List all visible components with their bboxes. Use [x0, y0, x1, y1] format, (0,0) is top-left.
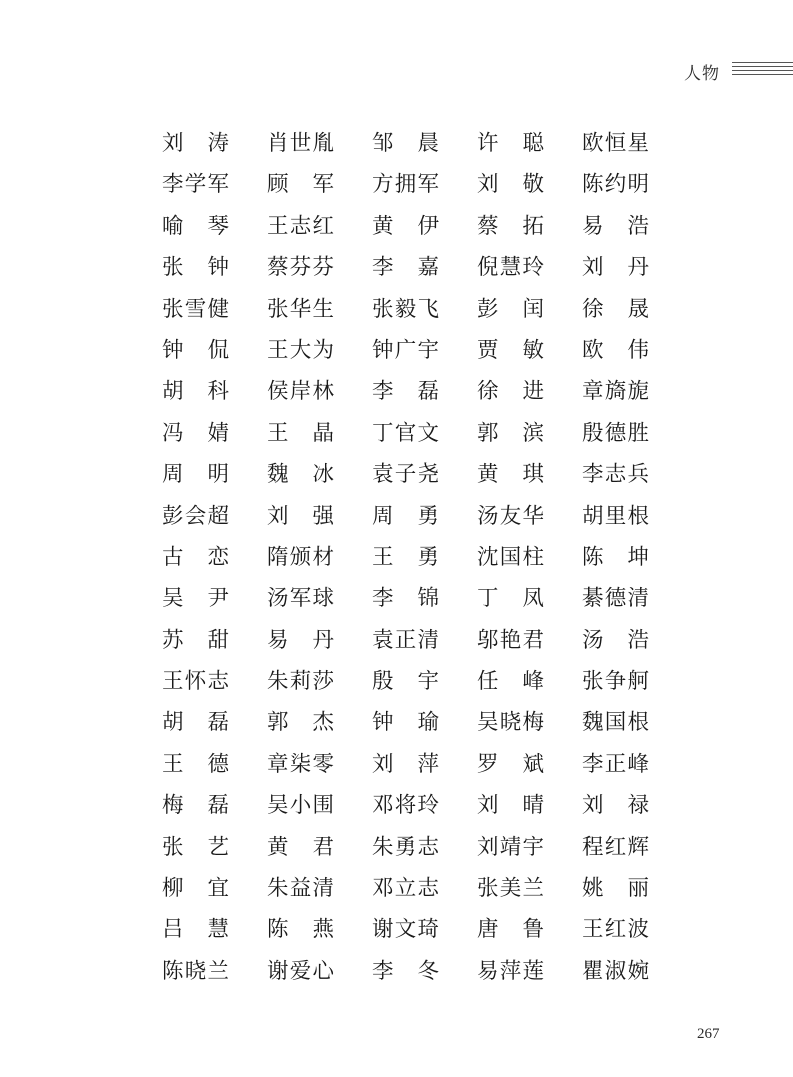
- name-entry: 张 雪 健: [162, 296, 229, 322]
- name-entry: 张 钟: [162, 255, 229, 281]
- name-entry: 朱 益 清: [267, 876, 334, 902]
- name-entry: 陈 燕: [267, 917, 334, 943]
- name-entry: 丁 凤: [477, 586, 544, 612]
- name-entry: 彭 会 超: [162, 503, 229, 529]
- name-list-grid: [162, 123, 649, 992]
- name-entry: 柳 宜: [162, 876, 229, 902]
- name-entry: 李 学 军: [162, 172, 229, 198]
- name-entry: 蔡 拓: [477, 213, 544, 239]
- name-entry: 朱 勇 志: [372, 834, 439, 860]
- name-entry: 王 德: [162, 751, 229, 777]
- name-entry: 邓 立 志: [372, 876, 439, 902]
- name-entry: 王 晶: [267, 420, 334, 446]
- name-entry: 汤 军 球: [267, 586, 334, 612]
- page-number: 267: [697, 1026, 720, 1042]
- name-entry: 胡 里 根: [582, 503, 649, 529]
- name-entry: 谢 文 琦: [372, 917, 439, 943]
- name-entry: 章 柒 零: [267, 751, 334, 777]
- name-entry: 沈 国 柱: [477, 544, 544, 570]
- name-entry: 李 锦: [372, 586, 439, 612]
- name-entry: 李 冬: [372, 958, 439, 984]
- name-entry: 易 萍 莲: [477, 958, 544, 984]
- name-entry: 王 红 波: [582, 917, 649, 943]
- name-entry: 钟 侃: [162, 337, 229, 363]
- name-entry: 张 华 生: [267, 296, 334, 322]
- name-entry: 彭 闰: [477, 296, 544, 322]
- name-entry: 刘 敬: [477, 172, 544, 198]
- name-entry: 任 峰: [477, 669, 544, 695]
- name-entry: 肖 世 胤: [267, 131, 334, 156]
- name-entry: 姚 丽: [582, 876, 649, 902]
- name-entry: 章 旖 旎: [582, 379, 649, 405]
- name-entry: 邓 将 玲: [372, 793, 439, 819]
- name-entry: 李 正 峰: [582, 751, 649, 777]
- name-entry: 殷 德 胜: [582, 420, 649, 446]
- name-entry: 陈 晓 兰: [162, 958, 229, 984]
- name-entry: 王 大 为: [267, 337, 334, 363]
- name-entry: 欧 伟: [582, 337, 649, 363]
- name-entry: 黄 琪: [477, 462, 544, 488]
- name-entry: 欧 恒 星: [582, 131, 649, 156]
- name-entry: 易 丹: [267, 627, 334, 653]
- name-entry: 朱 莉 莎: [267, 669, 334, 695]
- section-header-label: 人物: [684, 64, 720, 84]
- name-entry: 唐 鲁: [477, 917, 544, 943]
- name-entry: 张 毅 飞: [372, 296, 439, 322]
- name-entry: 钟 广 宇: [372, 337, 439, 363]
- name-entry: 王 勇: [372, 544, 439, 570]
- name-entry: 刘 靖 宇: [477, 834, 544, 860]
- name-entry: 刘 涛: [162, 131, 229, 156]
- name-entry: 瞿 淑 婉: [582, 958, 649, 984]
- name-entry: 吴 晓 梅: [477, 710, 544, 736]
- name-entry: 刘 萍: [372, 751, 439, 777]
- name-entry: 邹 晨: [372, 131, 439, 156]
- name-entry: 周 明: [162, 462, 229, 488]
- name-entry: 魏 国 根: [582, 710, 649, 736]
- name-entry: 苏 甜: [162, 627, 229, 653]
- name-entry: 郭 滨: [477, 420, 544, 446]
- name-entry: 吴 尹: [162, 586, 229, 612]
- name-entry: 张 艺: [162, 834, 229, 860]
- name-entry: 袁 正 清: [372, 627, 439, 653]
- name-entry: 郭 杰: [267, 710, 334, 736]
- name-entry: 钟 瑜: [372, 710, 439, 736]
- name-entry: 张 美 兰: [477, 876, 544, 902]
- name-entry: 黄 伊: [372, 213, 439, 239]
- name-entry: 徐 晟: [582, 296, 649, 322]
- name-entry: 王 怀 志: [162, 669, 229, 695]
- name-entry: 吴 小 围: [267, 793, 334, 819]
- name-entry: 汤 浩: [582, 627, 649, 653]
- name-entry: 倪 慧 玲: [477, 255, 544, 281]
- name-entry: 汤 友 华: [477, 503, 544, 529]
- name-entry: 蔡 芬 芬: [267, 255, 334, 281]
- name-entry: 古 恋: [162, 544, 229, 570]
- name-entry: 方 拥 军: [372, 172, 439, 198]
- name-entry: 李 磊: [372, 379, 439, 405]
- name-entry: 张 争 舸: [582, 669, 649, 695]
- name-entry: 袁 子 尧: [372, 462, 439, 488]
- name-entry: 丁 官 文: [372, 420, 439, 446]
- name-entry: 梅 磊: [162, 793, 229, 819]
- name-entry: 黄 君: [267, 834, 334, 860]
- name-entry: 胡 磊: [162, 710, 229, 736]
- name-entry: 刘 强: [267, 503, 334, 529]
- name-entry: 罗 斌: [477, 751, 544, 777]
- name-entry: 刘 丹: [582, 255, 649, 281]
- name-entry: 刘 禄: [582, 793, 649, 819]
- name-entry: 隋 颁 材: [267, 544, 334, 570]
- name-entry: 吕 慧: [162, 917, 229, 943]
- name-entry: 喻 琴: [162, 213, 229, 239]
- name-entry: 綦 德 清: [582, 586, 649, 612]
- name-entry: 胡 科: [162, 379, 229, 405]
- name-entry: 殷 宇: [372, 669, 439, 695]
- name-entry: 魏 冰: [267, 462, 334, 488]
- name-entry: 谢 爱 心: [267, 958, 334, 984]
- name-entry: 王 志 红: [267, 213, 334, 239]
- name-entry: 冯 婧: [162, 420, 229, 446]
- name-entry: 顾 军: [267, 172, 334, 198]
- name-entry: 陈 约 明: [582, 172, 649, 198]
- name-entry: 邬 艳 君: [477, 627, 544, 653]
- name-entry: 李 志 兵: [582, 462, 649, 488]
- name-entry: 易 浩: [582, 213, 649, 239]
- name-entry: 陈 坤: [582, 544, 649, 570]
- header-decorative-rule: [732, 62, 793, 75]
- name-entry: 刘 晴: [477, 793, 544, 819]
- name-entry: 程 红 辉: [582, 834, 649, 860]
- name-entry: 李 嘉: [372, 255, 439, 281]
- name-entry: 徐 进: [477, 379, 544, 405]
- name-entry: 侯 岸 林: [267, 379, 334, 405]
- name-entry: 许 聪: [477, 131, 544, 156]
- name-entry: 贾 敏: [477, 337, 544, 363]
- name-entry: 周 勇: [372, 503, 439, 529]
